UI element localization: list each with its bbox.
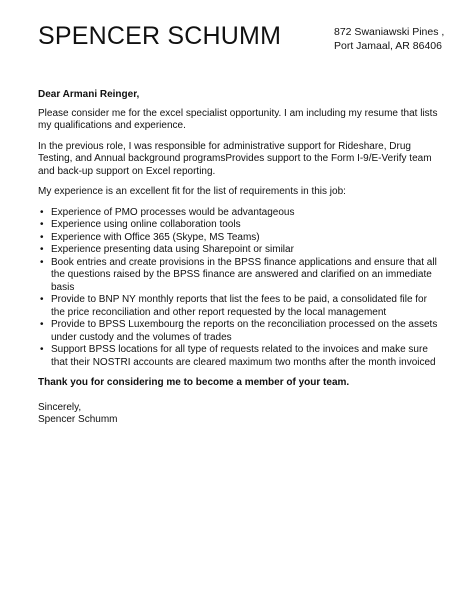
letter-body	[38, 89, 443, 427]
applicant-address	[334, 25, 444, 53]
address-line-2: Port Jamaal, AR 86406	[334, 40, 442, 52]
requirements-list	[38, 207, 443, 370]
list-item: • Support BPSS locations for all type of requests related to the invoices and make sure that their NOSTRI accounts are cleared maximum two months after the month invoiced	[38, 344, 443, 369]
requirements-intro: My experience is an excellent fit for the list of requirements in this job:	[38, 186, 346, 197]
salutation: Dear Armani Reinger,	[38, 89, 140, 100]
list-item: • Book entries and create provisions in the BPSS finance applications and ensure that all the questions raised by the BPSS finance are answered and clarified on an immediate basis	[38, 257, 443, 295]
list-item: • Provide to BPSS Luxembourg the reports on the reconciliation processed on the assets under custody and the volumes of trades	[38, 319, 443, 344]
intro-paragraph: Please consider me for the excel specialist opportunity. I am including my resume that lists my qualifications and experience.	[38, 107, 438, 131]
list-item: • Experience using online collaboration tools	[38, 219, 443, 232]
signature-name: Spencer Schumm	[38, 414, 118, 425]
thank-you-line: Thank you for considering me to become a member of your team.	[38, 377, 350, 388]
list-item: • Provide to BNP NY monthly reports that list the fees to be paid, a consolidated file for the price reconciliation and other report requested by the local management	[38, 294, 443, 319]
list-item: • Experience presenting data using Sharepoint or similar	[38, 244, 443, 257]
list-item: • Experience with Office 365 (Skype, MS Teams)	[38, 232, 443, 245]
address-line-1: 872 Swaniawski Pines ,	[334, 26, 445, 38]
applicant-name: SPENCER SCHUMM	[38, 22, 282, 50]
previous-role-paragraph: In the previous role, I was responsible for administrative support for Rideshare, Drug Testing, and Annual background programsProvides support to the Form I-9/E-Verify team and back-up support on Excel reporting.	[38, 140, 432, 177]
closing-phrase: Sincerely,	[38, 401, 82, 413]
closing-block	[38, 402, 443, 427]
list-item: • Experience of PMO processes would be advantageous	[38, 207, 443, 220]
